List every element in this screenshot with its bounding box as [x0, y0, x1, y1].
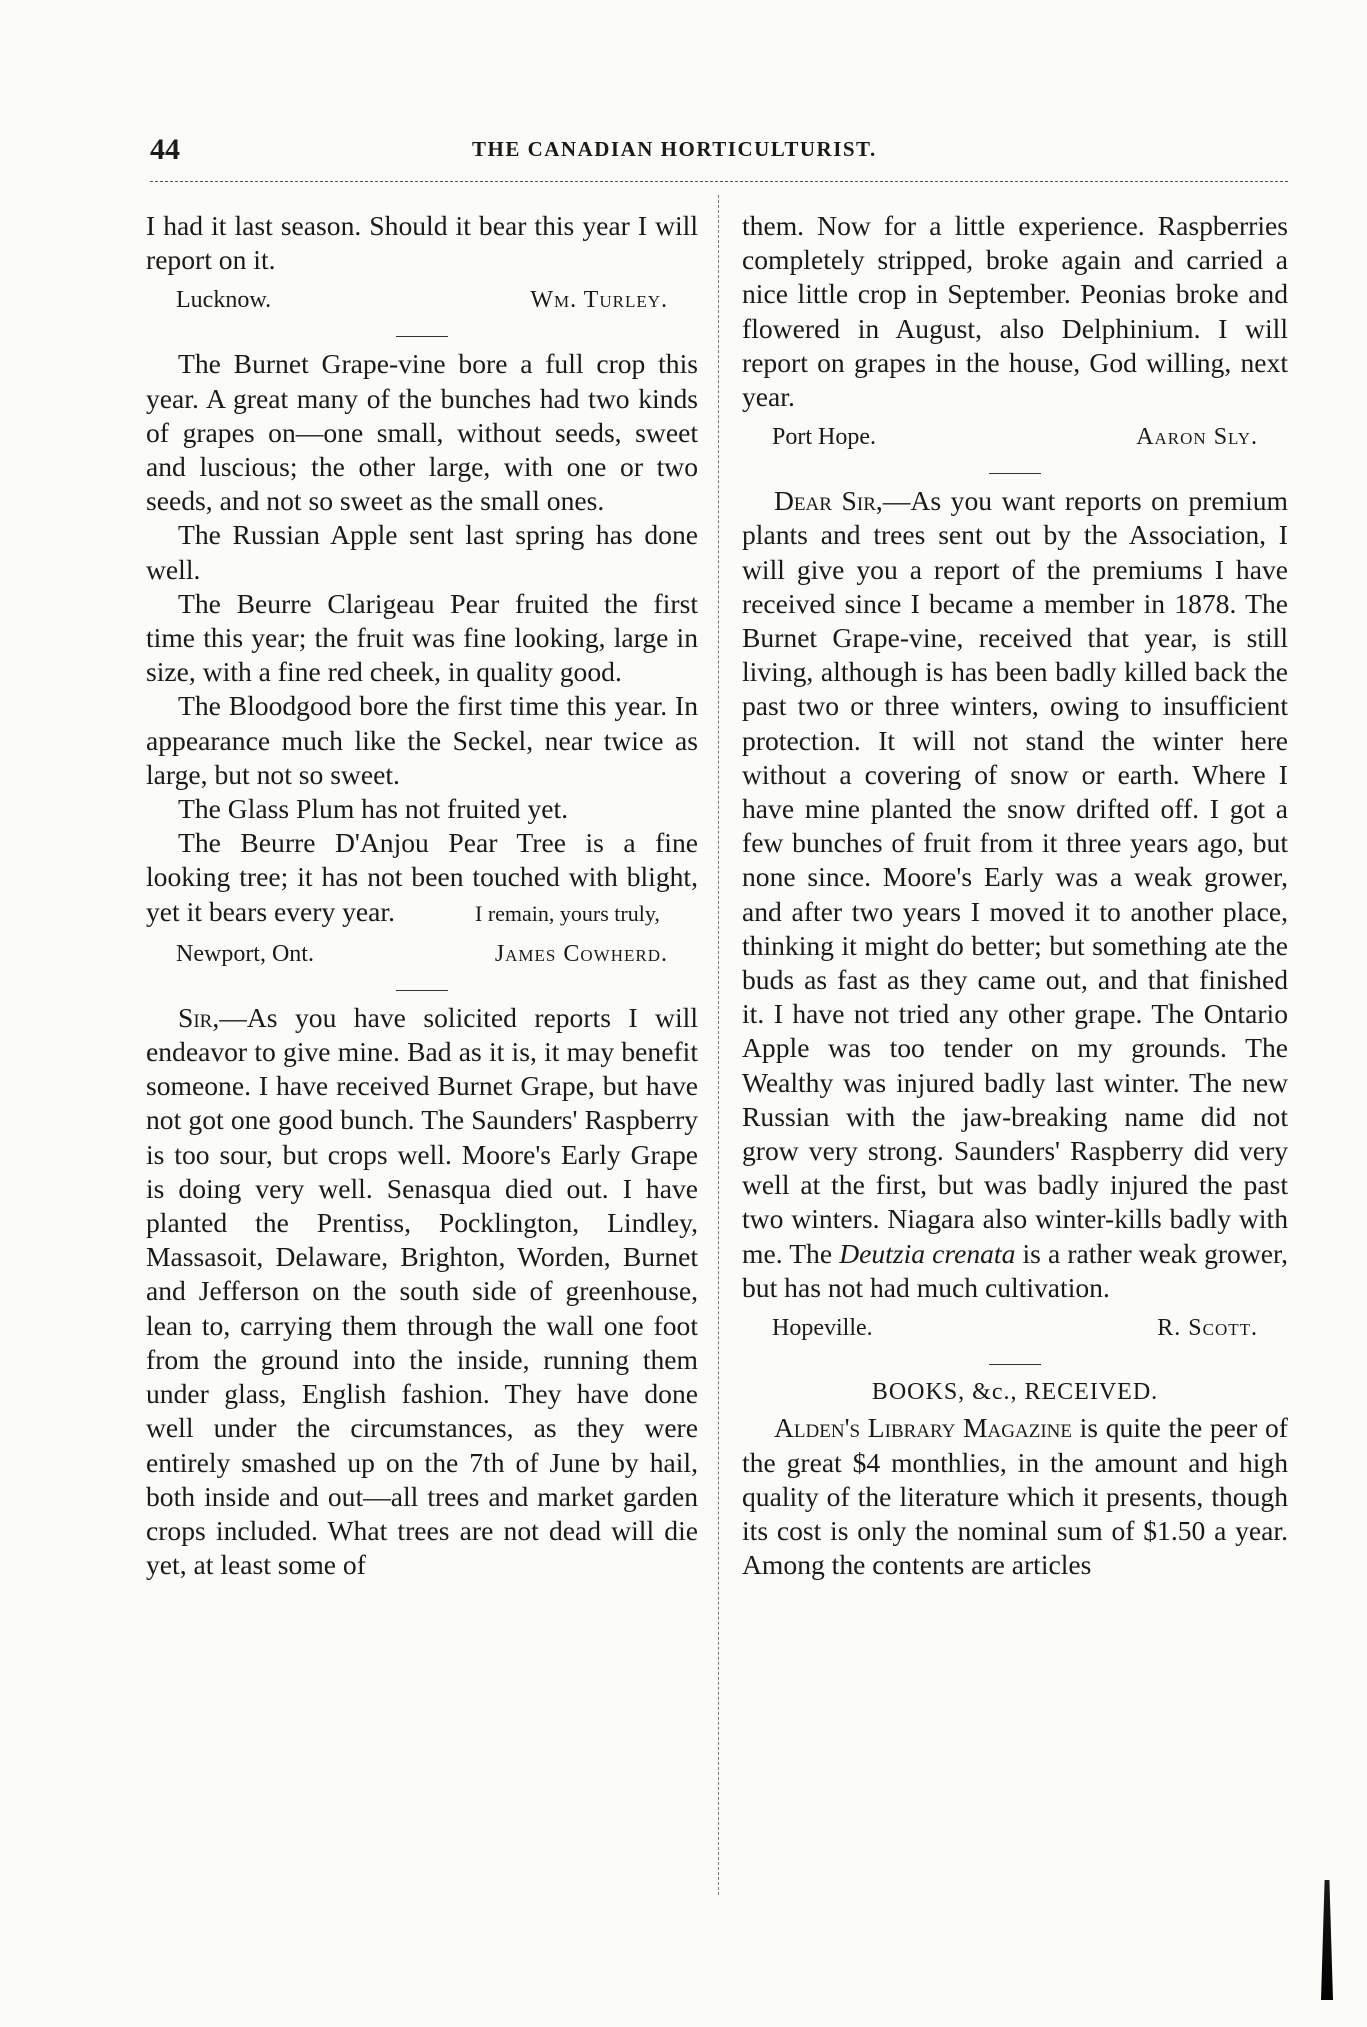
paragraph: The Burnet Grape-vine bore a full crop this year. A great many of the bunches had two kinds of grapes on—one small, without seeds, sweet and luscious; the other large, with one or two seeds, and not so sweet as the small ones. [146, 348, 698, 517]
page-edge-mark [1321, 1880, 1333, 2000]
italic-plant-name: Deutzia crenata [839, 1237, 1016, 1269]
paragraph: The Beurre Clarigeau Pear fruited the first time this year; the fruit was fine looking, large in size, with a fine red cheek, in quality good. [146, 587, 698, 688]
signature-place: Lucknow. [176, 287, 272, 314]
separator-dash [146, 975, 698, 991]
signature-place: Newport, Ont. [176, 940, 314, 967]
paragraph: The Bloodgood bore the first time this year. In appearance much like the Seckel, near twice as large, but not so sweet. [146, 690, 698, 790]
signature-place: Hopeville. [772, 1315, 873, 1342]
signature-name: Aaron Sly. [1136, 424, 1258, 451]
signature [742, 420, 1288, 454]
paragraph: I had it last season. Should it bear this year I will report on it. [146, 210, 698, 276]
magazine-title: Alden's Library Magazine [774, 1412, 1072, 1444]
paragraph: The Glass Plum has not fruited yet. [178, 793, 569, 825]
paragraph: The Russian Apple sent last spring has done well. [146, 519, 698, 585]
paragraph [742, 484, 1288, 1305]
paragraph-text: is a rather weak grower, but has not had much cultivation. [742, 1237, 1289, 1303]
signature [146, 283, 698, 317]
separator-dash [742, 458, 1288, 474]
signature-name: R. Scott. [1157, 1315, 1258, 1342]
section-heading: BOOKS, &c., RECEIVED. [871, 1379, 1159, 1406]
separator-dash [146, 321, 698, 337]
salutation: Dear Sir, [774, 485, 883, 517]
paragraph-text: —As you have solicited reports I will endeavor to give mine. Bad as it is, it may benefit someone. I have received Burnet Grape, but have not got one good bunch. The Saunders' Raspberry is too sour, but crops well. Moore's Early Grape is doing very well. Senasqua died out. I have planted the Prentiss, Pocklington, Lindley, Massasoit, Delaware, Brighton, Worden, Burnet and Jefferson on the south side of greenhouse, lean to, carrying them through the wall one foot from the ground into the inside, running them under glass, English fashion. They have done well under the circumstances, as they were entirely smashed up on the 7th of June by hail, both inside and out—all trees and market garden crops included. What trees are not dead will die yet, at least some of [146, 1001, 698, 1581]
running-title: THE CANADIAN HORTICULTURIST. [472, 137, 877, 161]
page-number: 44 [150, 133, 180, 166]
paragraph-text: —As you want reports on premium plants and trees sent out by the Association, I will give you a report of the premiums I have received since I became a member in 1878. The Burnet Grape-vine, received that year, is still living, although is has been badly killed back the past two or three winters, owing to insufficient protection. It will not stand the winter here without a covering of snow or earth. Where I have mine planted the snow drifted off. I got a few bunches of fruit from it three years ago, but none since. Moore's Early was a weak grower, and after two years I moved it to another place, thinking it might do better; but something ate the buds as fast as they came out, and that finished it. I have not tried any other grape. The Ontario Apple was too tender on my grounds. The Wealthy was injured badly last winter. The new Russian with the jaw-breaking name did not grow very strong. Saunders' Raspberry did very well at the first, but was badly injured the past two winters. Niagara also winter-kills badly with me. The [742, 485, 1288, 1269]
paragraph [146, 1001, 698, 1582]
column-rule [718, 195, 719, 1895]
header-rule [150, 181, 1288, 182]
closing-salutation: I remain, yours truly, [475, 900, 660, 926]
signature [146, 937, 698, 971]
right-column [742, 209, 1288, 1582]
left-column [146, 209, 698, 1582]
paragraph-text: is quite the peer of the great $4 monthlies, in the amount and high quality of the literature which it presents, though its cost is only the nominal sum of $1.50 a year. Among the contents are articles [742, 1412, 1288, 1581]
signature [742, 1311, 1288, 1345]
signature-name: Wm. Turley. [530, 287, 668, 314]
signature-name: James Cowherd. [494, 940, 668, 967]
separator-dash [742, 1349, 1288, 1365]
signature-place: Port Hope. [772, 424, 876, 451]
salutation: Sir, [178, 1001, 220, 1033]
paragraph [742, 1411, 1288, 1582]
paragraph [146, 826, 698, 931]
paragraph: them. Now for a little experience. Raspberries completely stripped, broke again and carried a nice little crop in September. Peonias broke and flowered in August, also Delphinium. I will report on grapes in the house, God willing, next year. [742, 210, 1288, 413]
paragraph-text: The Beurre D'Anjou Pear Tree is a fine looking tree; it has not been touched with blight, yet it bears every year. [146, 827, 698, 927]
